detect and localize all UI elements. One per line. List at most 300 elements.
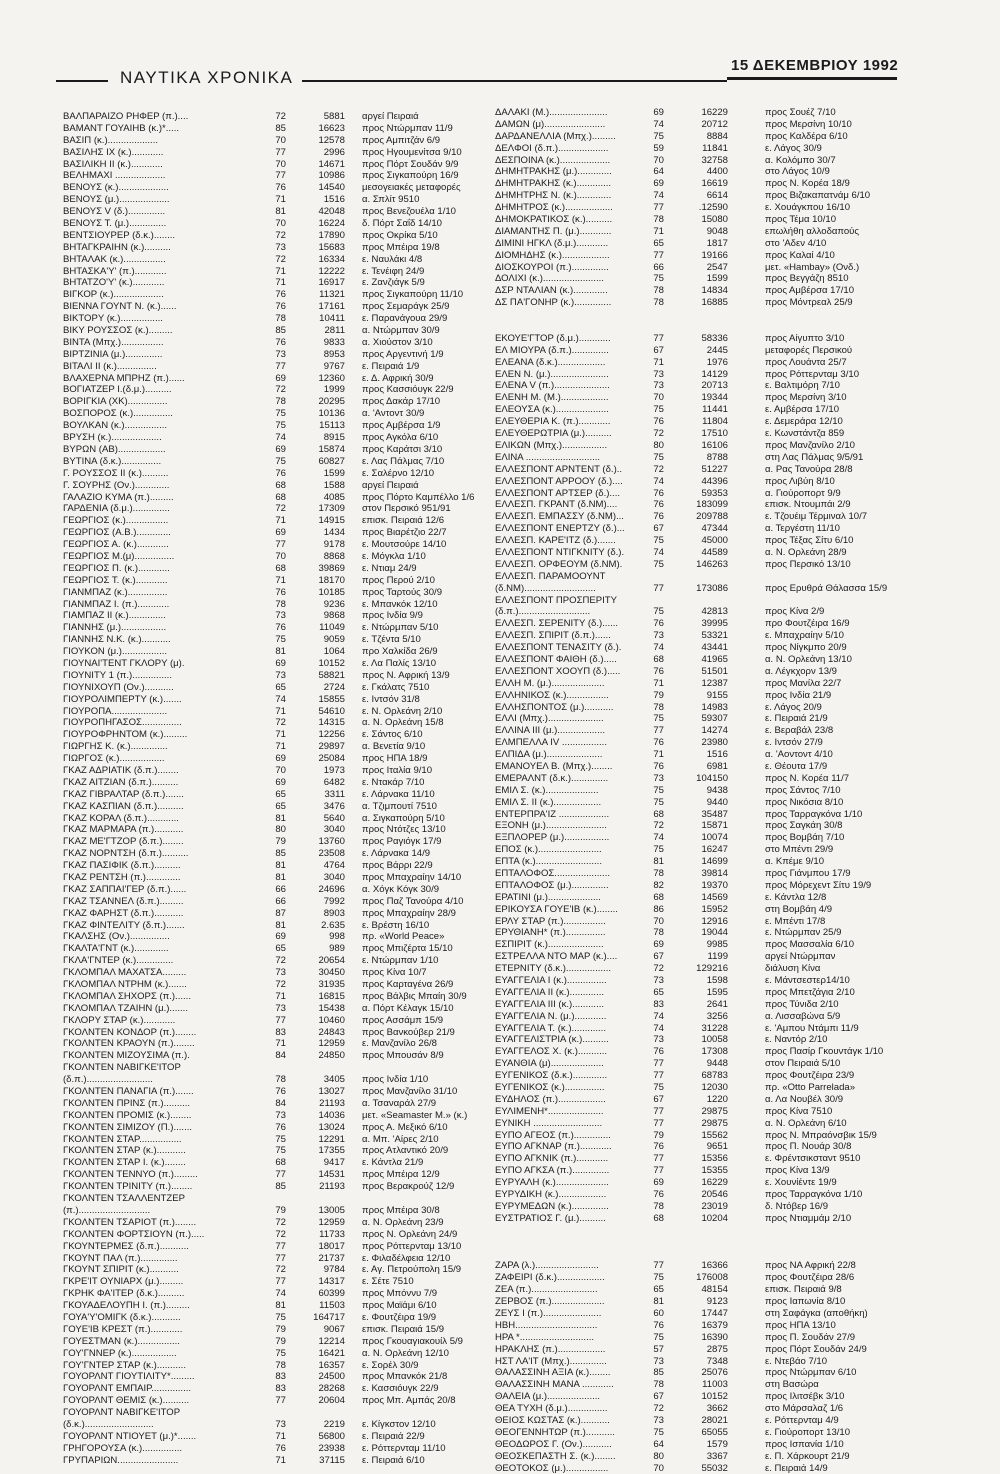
ship-status: ε. Ναυλάκι 4/8 — [362, 253, 423, 265]
ship-list-right — [495, 107, 905, 1474]
tonnage: 1599 — [706, 273, 728, 285]
ship-status: προς Βομβάη 7/10 — [765, 832, 845, 844]
ship-entry — [63, 694, 430, 706]
build-year: 78 — [653, 297, 664, 309]
ship-status: προς Τέμα 10/10 — [765, 214, 837, 226]
ship-entry — [63, 122, 453, 135]
ship-entry — [63, 979, 454, 991]
tonnage: 20654 — [318, 955, 345, 967]
tonnage: 53321 — [701, 630, 728, 642]
build-year: 69 — [653, 1177, 664, 1189]
ship-status: προς ΗΠΑ 18/9 — [362, 753, 428, 765]
ship-name: ΖΕΑ (π.)......................... — [495, 1284, 598, 1296]
ship-status: προς ΝΑ Αφρική 22/8 — [765, 1260, 856, 1272]
build-year: 85 — [275, 122, 286, 134]
build-year: 75 — [653, 1082, 664, 1094]
ship-name: ΕΜΙΛ Σ. (κ.).................... — [495, 784, 599, 796]
ship-entry — [63, 301, 450, 313]
ship-name: ΔΣΡ ΝΤΑΛΙΑΝ (κ.)............. — [495, 285, 608, 297]
ship-name: ΒΙΤΑΛΙ ΙΙ (κ.)............... — [63, 360, 157, 372]
tonnage: 19344 — [701, 392, 728, 404]
ship-status: ε. Ρόττερνταμ 11/10 — [362, 1442, 446, 1454]
ship-entry — [63, 158, 459, 171]
ship-name: ΓΟΥΟΡΛΝΤ ΘΕΜΙΣ (κ.).......... — [63, 1395, 190, 1407]
tonnage: 29897 — [318, 741, 345, 753]
ship-status: ε. Πειραιά 22/9 — [362, 1430, 425, 1442]
tonnage: 17161 — [318, 301, 345, 313]
tonnage: 21193 — [319, 1097, 345, 1109]
ship-entry — [495, 1177, 905, 1189]
ship-name: ΒΑΣΙΠ (κ.)................... — [63, 134, 159, 146]
tonnage: 16229 — [701, 1177, 728, 1189]
ship-status: ε. Μόγκλα 1/10 — [362, 550, 426, 562]
ship-status: προς Καράτσι 3/10 — [362, 443, 443, 455]
ship-name: ΓΚΑΖ ΜΕ'ΓΤΖΟΡ (δ.π.)........ — [63, 836, 184, 848]
ship-status: ε. Ντώρμπαν 25/9 — [765, 927, 842, 939]
tonnage: 23938 — [318, 1442, 345, 1454]
ship-entry — [495, 262, 905, 274]
ship-status: ε. Αμβέρσα 17/10 — [765, 404, 840, 416]
tonnage: 60827 — [318, 455, 345, 467]
build-year: 81 — [275, 1300, 286, 1312]
build-year: 82 — [653, 879, 664, 891]
ship-name: ΓΚΑΖ ΑΙΤΖΙΑΝ (δ.π.).......... — [63, 776, 179, 788]
ship-name: ΔΗΜΗΤΡΗΣ Ν. (κ.)............. — [495, 190, 612, 202]
ship-status: ε. Κασσιόυγκ 22/9 — [362, 1383, 439, 1395]
ship-name: ΗΡΑΚΛΗΣ (π.).................. — [495, 1343, 606, 1355]
ship-status: προς Καλδέρα 6/10 — [765, 130, 848, 142]
ship-entry — [495, 844, 905, 856]
ship-name: ΓΚΛΟΜΠΑΛ ΜΑΧΑΤΣΑ......... — [63, 967, 187, 979]
ship-entry — [63, 1252, 451, 1265]
build-year: 78 — [275, 313, 286, 325]
ship-status: προς Βερακρούζ 12/9 — [362, 1181, 455, 1193]
tonnage: 10185 — [318, 586, 345, 598]
ship-entry — [63, 455, 445, 468]
build-year: 77 — [275, 1276, 286, 1288]
build-year: 69 — [275, 753, 286, 765]
ship-status: ε. Μπαχραίην 5/10 — [765, 630, 844, 642]
ship-status: ε. Μπανκόκ 12/10 — [362, 598, 438, 610]
ship-status: προς Ντιαμμάμ 2/10 — [765, 1212, 852, 1224]
ship-status: προς Ιταλία 9/10 — [362, 764, 433, 776]
tonnage: 45000 — [701, 535, 728, 547]
build-year: 68 — [653, 1212, 664, 1224]
tonnage: 2219 — [323, 1418, 345, 1430]
ship-entry — [63, 1347, 449, 1360]
ship-name: (δ.π.)........................... — [495, 606, 591, 618]
ship-name: ΓΙΟΥΝΙΧΟΥΠ (Ον.)........... — [63, 681, 174, 693]
tonnage: 12916 — [701, 915, 728, 927]
build-year: 66 — [275, 883, 286, 895]
ship-name: ΕΛΕΝΑ V (π.)..................... — [495, 380, 610, 392]
ship-name: ΓΚΛΟΜΠΑΛ ΣΗΧΟΡΣ (π.)...... — [63, 990, 191, 1002]
ship-status: προς Γιάνμπου 17/9 — [765, 868, 851, 879]
ship-entry — [63, 1157, 430, 1169]
ship-entry — [63, 848, 430, 860]
tonnage: 51227 — [701, 463, 728, 475]
ship-entry — [63, 1014, 444, 1027]
ship-name: ΓΕΩΡΓΙΟΣ Π. (κ.)............ — [63, 562, 170, 574]
ship-name: ΕΛ ΜΙΟΥΡΑ (δ.π.).............. — [495, 344, 609, 356]
ship-status: ε. Τζουέιμ Τέρμιναλ 10/7 — [765, 511, 868, 523]
ship-name: ΔΑΜΩΝ (μ)....................... — [495, 118, 606, 130]
ship-status: προς Αγκόλα 6/10 — [362, 432, 439, 444]
tonnage: 2641 — [706, 998, 728, 1010]
ship-entry — [495, 119, 905, 131]
ship-name: ΔΗΜΗΤΡΟΣ (κ.).................. — [495, 202, 613, 214]
ship-name: ΓΚΡΗΚ ΦΑ'ΙΤΕΡ (δ.κ.).......... — [63, 1288, 185, 1300]
build-year: 74 — [653, 832, 664, 844]
ship-name: ΓΚΑΖ ΡΕΝΤΣΗ (π.)............. — [63, 872, 181, 883]
build-year: 75 — [275, 1347, 286, 1359]
ship-entry — [495, 595, 905, 607]
ship-name: Γ. ΣΟΥΡΗΣ (Ον.)............. — [63, 479, 170, 491]
build-year: 74 — [653, 1010, 664, 1022]
ship-name: ΒΙΡΤΖΙΝΙΑ (μ.).............. — [63, 348, 163, 360]
build-year: 72 — [275, 955, 286, 967]
ship-name: ΓΚΟΛΝΤΕΝ ΣΤΑΡ Ι. (κ.)........ — [63, 1157, 186, 1169]
tonnage: 16815 — [318, 990, 345, 1002]
ship-status: ε. Μουτσούρε 14/10 — [362, 539, 447, 551]
ship-status: προς Ντώρμπαν 11/9 — [362, 122, 453, 134]
ship-name: ΕΥΑΓΓΕΛΙΑ Ν. (μ.)............ — [495, 1010, 607, 1022]
build-year: 86 — [653, 903, 664, 915]
ship-entry — [495, 226, 905, 238]
ship-entry — [63, 1074, 430, 1086]
ship-status: προς Σουέζ 7/10 — [765, 107, 836, 118]
build-year: 65 — [275, 943, 286, 955]
ship-name: ΓΚΑΖ ΜΑΡΜΑΡΑ (π.)........... — [63, 824, 184, 836]
tonnage: 16623 — [318, 122, 345, 134]
build-year: 81 — [275, 872, 286, 883]
tonnage: 146263 — [696, 558, 728, 570]
build-year: 77 — [275, 1169, 286, 1181]
build-year: 66 — [653, 261, 664, 273]
tonnage: 13024 — [318, 1121, 345, 1133]
build-year: 77 — [653, 725, 664, 737]
ship-entry — [495, 761, 905, 773]
ship-status: επωλήθη αλλοδαπούς — [765, 225, 859, 237]
ship-name: ΒΕΝΟΥΣ (μ.)................... — [63, 194, 170, 206]
ship-entry — [495, 951, 905, 963]
ship-status: ε. Μπέντι 17/8 — [765, 915, 826, 927]
ship-entry — [495, 892, 905, 904]
build-year: 69 — [275, 527, 286, 539]
ship-name: ΕΛΙΚΩΝ (Μπχ.)................. — [495, 439, 608, 451]
ship-entry — [63, 1300, 437, 1312]
ship-name: ΕΛΕΟΥΣΑ (κ.).................... — [495, 404, 609, 416]
ship-status: προς Πόρτ Σουδάν 9/9 — [362, 158, 459, 170]
build-year: 83 — [653, 998, 664, 1010]
build-year: 78 — [275, 598, 286, 610]
build-year: 73 — [653, 975, 664, 987]
build-year: 70 — [275, 764, 286, 776]
ship-name: ΘΕΟΤΟΚΟΣ (μ.)................ — [495, 1462, 609, 1474]
tonnage: 1516 — [323, 194, 345, 206]
ship-name: ΓΚΑΖ ΣΑΠΠΑΙ'ΓΕΡ (δ.π.)...... — [63, 883, 187, 895]
ship-entry — [495, 916, 905, 928]
tonnage: 12256 — [318, 729, 345, 741]
ship-status: προς Μπ. Αμπάς 20/8 — [362, 1395, 456, 1407]
ship-status: προς Μασσαλία 6/10 — [765, 939, 855, 951]
tonnage: 3662 — [706, 1403, 728, 1415]
ship-name: (δ.ΝΜ)........................... — [495, 582, 596, 594]
build-year: 77 — [653, 582, 664, 594]
ship-status: μετ. «Hambay» (Ονδ.) — [765, 261, 860, 273]
ship-status: α. Λέγκχορν 13/9 — [765, 665, 837, 677]
ship-entry — [63, 1228, 458, 1241]
ship-entry — [63, 277, 430, 289]
ship-name: ΓΚΛΟΜΠΑΛ ΤΖΑΙΗΝ (μ.)....... — [63, 1002, 188, 1014]
ship-status: ε. Χουάγκπου 16/10 — [765, 202, 851, 214]
tonnage: 12360 — [318, 372, 345, 384]
ship-status: ε. Κωνστάντζα 859 — [765, 428, 845, 440]
tonnage: 14129 — [701, 368, 728, 380]
ship-entry — [63, 348, 444, 361]
tonnage: 58336 — [701, 332, 728, 344]
ship-entry — [495, 797, 905, 809]
ship-name: ΓΟΥΟΡΛΝΤ ΕΜΠΑΙΡ............... — [63, 1383, 192, 1395]
tonnage: 11321 — [319, 289, 345, 301]
tonnage: 15874 — [318, 443, 345, 455]
ship-status: προς Ρόττερνταμ 3/10 — [765, 368, 860, 380]
ship-entry — [495, 809, 905, 821]
build-year: 77 — [653, 1117, 664, 1129]
ship-status: α. Κολόμπο 30/7 — [765, 154, 836, 166]
ship-name: ΕΛΛΕΣΠΟΝΤ ΝΤΙΓΚΝΙΤΥ (δ.). — [495, 546, 625, 558]
tonnage: 16619 — [701, 178, 728, 190]
build-year: 69 — [653, 107, 664, 118]
build-year: 65 — [275, 788, 286, 800]
ship-status: α. Σπλίτ 9510 — [362, 194, 420, 206]
build-year: 71 — [275, 194, 286, 206]
ship-status: προς Π. Νουάρ 30/8 — [765, 1141, 852, 1153]
ship-name: ΓΙΩΡΓΗΣ Κ. (κ.).............. — [63, 741, 168, 753]
ship-entry — [495, 511, 905, 523]
ship-entry — [495, 690, 905, 702]
build-year: 76 — [653, 1046, 664, 1058]
ship-name: ΒΕΝΤΣΙΟΥΡΕΡ (δ.κ.)........ — [63, 229, 176, 241]
ship-entry — [495, 1165, 905, 1177]
tonnage: 18170 — [318, 574, 345, 586]
ship-entry — [495, 856, 905, 868]
ship-status: διάλυση Κίνα — [765, 963, 821, 975]
ship-entry — [63, 669, 450, 682]
ship-status: ε. Λάγος 20/9 — [765, 701, 822, 713]
build-year: 84 — [275, 1050, 286, 1062]
build-year: 81 — [653, 856, 664, 868]
build-year: 77 — [275, 146, 286, 158]
ship-name: Γ. ΡΟΥΣΣΟΣ ΙΙ (κ.).......... — [63, 467, 169, 479]
ship-name: ΘΕΟΔΩΡΟΣ Γ. (Ον.)........... — [495, 1438, 612, 1450]
tonnage: 15855 — [318, 693, 345, 705]
tonnage: 1595 — [706, 986, 728, 998]
ship-entry — [63, 1371, 448, 1383]
build-year: 76 — [653, 416, 664, 428]
build-year: 71 — [275, 574, 286, 586]
tonnage: 39995 — [701, 618, 728, 630]
ship-status: προς Α. Μεξικό 6/10 — [362, 1121, 448, 1133]
ship-status: προς Βιαρέτζιο 22/7 — [362, 527, 447, 539]
build-year: 73 — [653, 630, 664, 642]
build-year: 73 — [653, 368, 664, 380]
ship-name: ΕΥΠΟ ΑΓΚΣΑ (π.).............. — [495, 1165, 610, 1177]
ship-status: ε. Μανζανίλο 26/8 — [362, 1038, 437, 1050]
tonnage: 23980 — [701, 737, 728, 749]
ship-name: ΘΕΑ ΤΥΧΗ (δ.μ.)............... — [495, 1403, 608, 1415]
ship-name: ΓΙΟΥΝΑΙ'ΤΕΝΤ ΓΚΛΟΡΥ (μ). — [63, 657, 185, 669]
ship-name: ΓΙΟΥΡΟΦΡΗΝΤΟΜ (κ.)......... — [63, 729, 188, 741]
ship-status: προς Περού 2/10 — [362, 574, 435, 586]
ship-entry — [495, 868, 905, 880]
build-year: 81 — [275, 919, 286, 931]
ship-status: προς Μανζανίλο 31/10 — [362, 1086, 458, 1098]
ship-status: ε. Ζανζιάγκ 5/9 — [362, 277, 425, 289]
ship-entry — [495, 155, 905, 167]
build-year: 81 — [275, 860, 286, 872]
build-year: 77 — [653, 202, 664, 214]
ship-entry — [495, 939, 905, 951]
ship-status: προς Ν. Αφρική 13/9 — [362, 669, 450, 681]
ship-name: ΕΛΕΥΘΕΡΩΤΡΙΑ (μ.).......... — [495, 428, 612, 440]
ship-name: ΖΕΡΒΟΣ (π.).................... — [495, 1296, 605, 1308]
ship-entry — [495, 987, 905, 999]
tonnage: 3405 — [323, 1074, 345, 1086]
build-year: 76 — [653, 1319, 664, 1331]
build-year: 73 — [275, 1109, 286, 1121]
build-year: 65 — [653, 1284, 664, 1296]
ship-status: α. Σιγκαπούρη 5/10 — [362, 812, 445, 824]
tonnage: 9048 — [706, 225, 728, 237]
tonnage: 5640 — [323, 812, 345, 824]
tonnage: 44589 — [701, 546, 728, 558]
ship-entry — [63, 1109, 468, 1122]
ship-status: α. Βενετία 9/10 — [362, 741, 426, 753]
ship-entry — [63, 432, 439, 444]
build-year: 73 — [275, 1418, 286, 1430]
ship-status: δ. Πόρτ Σαΐδ 14/10 — [362, 218, 442, 230]
tonnage: 998 — [329, 931, 345, 943]
ship-entry — [63, 1311, 437, 1324]
build-year: 67 — [653, 523, 664, 535]
ship-status: ε. Φουτζέιρα 19/9 — [362, 1311, 437, 1323]
tonnage: 17355 — [318, 1145, 345, 1157]
ship-name: ΕΛΕΝ Ν. (μ.)...................... — [495, 368, 609, 380]
ship-name: ΕΥΠΟ ΑΓΚΝΑΡ (π.)............ — [495, 1141, 612, 1153]
build-year: 76 — [653, 737, 664, 749]
ship-status: προς Σιγκαπούρη 16/9 — [362, 170, 459, 182]
build-year: 76 — [653, 1189, 664, 1201]
tonnage: 3311 — [324, 788, 345, 800]
ship-status: προς Βάλβις Μπαίη 30/9 — [362, 990, 467, 1002]
ship-entry — [63, 1181, 455, 1193]
ship-entry — [495, 927, 905, 939]
tonnage: 12030 — [701, 1082, 728, 1094]
issue-date: 15 ΔΕΚΕΜΒΡΙΟΥ 1992 — [731, 57, 899, 74]
tonnage: 11733 — [319, 1228, 345, 1240]
ship-name: ΕΥΑΓΓΕΛΙΑ Ι (κ.)............... — [495, 975, 607, 987]
ship-name: ΓΡΗΓΟΡΟΥΣΑ (κ.)............... — [63, 1442, 183, 1454]
ship-entry — [63, 753, 430, 765]
tonnage: 173086 — [696, 582, 728, 594]
ship-name: ΕΥΔΗΛΟΣ (π.).................. — [495, 1093, 606, 1105]
ship-entry — [63, 563, 430, 575]
tonnage: 1588 — [323, 479, 345, 491]
tonnage: 1999 — [323, 384, 345, 396]
ship-name: ΓΚΟΛΝΤΕΝ ΣΤΑΡ (κ.)........... — [63, 1145, 186, 1157]
build-year: 85 — [275, 1181, 286, 1193]
ship-name: ΕΤΕΡΝΙΤΥ (δ.κ.)................. — [495, 963, 612, 975]
ship-entry — [63, 883, 440, 896]
tonnage: 16106 — [701, 439, 728, 451]
ship-name: ΓΕΩΡΓΙΟΣ (Α.Β.)............. — [63, 527, 171, 539]
ship-status: προς Ταρτούς 30/9 — [362, 586, 443, 598]
ship-status: προς Μαϊάμι 6/10 — [362, 1300, 437, 1312]
ship-status: προς Αμβέρσα 1/9 — [362, 420, 441, 432]
ship-status: α. Ντώρμπαν 30/9 — [362, 325, 440, 337]
ship-status: στη Βασώρα — [765, 1379, 819, 1391]
tonnage: 17309 — [318, 503, 345, 515]
ship-entry — [495, 392, 905, 404]
tonnage: 12959 — [318, 1216, 345, 1228]
build-year: 74 — [653, 642, 664, 654]
tonnage: 59353 — [701, 487, 728, 499]
ship-name: ΓΚΑΖ ΑΔΡΙΑΤΙΚ (δ.π.)........ — [63, 764, 179, 776]
ship-name: ΒΛΑΧΕΡΝΑ ΜΠΡΗΖ (π.)...... — [63, 372, 185, 384]
tonnage: 7348 — [706, 1355, 728, 1367]
ship-status: ε. Φιλαδέλφεια 12/10 — [362, 1252, 451, 1264]
ship-entry — [63, 361, 430, 373]
ship-entry — [495, 1082, 905, 1094]
ship-name: ΓΚΟΛΝΤΕΝ ΦΟΡΤΣΙΟΥΝ (π.)..... — [63, 1228, 205, 1240]
build-year: 79 — [653, 689, 664, 701]
build-year: 65 — [653, 237, 664, 249]
ship-entry — [495, 238, 905, 250]
ship-status: προς Κίνα 7510 — [765, 1105, 833, 1117]
ship-status: προς Ινδία 1/10 — [362, 1074, 429, 1086]
build-year: 77 — [653, 1105, 664, 1117]
tonnage: 5881 — [323, 111, 345, 122]
ship-status: α. Ν. Ορλεάνη 28/9 — [765, 546, 847, 558]
ship-status: προς Βεγγάζη 8510 — [765, 273, 849, 285]
ship-name: ΕΥΣΤΡΑΤΙΟΣ Γ. (μ.).......... — [495, 1212, 606, 1224]
ship-name: ΕΛΛΗ Μ. (μ.).................... — [495, 677, 605, 689]
ship-entry — [495, 1439, 905, 1451]
ship-name: ΒΙΕΝΝΑ ΓΟΥΝΤ Ν. (κ.)...... — [63, 301, 177, 313]
tonnage: 25076 — [701, 1367, 728, 1379]
tonnage: 9985 — [706, 939, 728, 951]
build-year: 71 — [275, 277, 286, 289]
ship-entry — [63, 717, 444, 729]
ship-name: ΕΠΤΑ (κ.)......................... — [495, 856, 602, 868]
ship-entry — [63, 146, 462, 159]
ship-status: προς Κίνα 13/9 — [765, 1165, 830, 1177]
ship-status: ε. Δ. Αφρική 30/9 — [362, 372, 434, 384]
ship-status: προς Κασσιόυγκ 22/9 — [362, 384, 454, 396]
ship-status: α. Γιούροπορτ 9/9 — [765, 487, 841, 499]
tonnage: 14699 — [701, 856, 728, 868]
build-year: 77 — [275, 1014, 286, 1026]
build-year: 75 — [653, 784, 664, 796]
ship-entry — [495, 523, 905, 535]
build-year: 71 — [275, 990, 286, 1002]
ship-status: ε. Λάρνακα 14/9 — [362, 848, 431, 860]
ship-name: ΕΡΑΤΙΝΙ (μ.).................... — [495, 891, 601, 903]
tonnage: 3367 — [706, 1450, 728, 1462]
tonnage: 1598 — [706, 975, 728, 987]
ship-entry — [63, 266, 430, 278]
